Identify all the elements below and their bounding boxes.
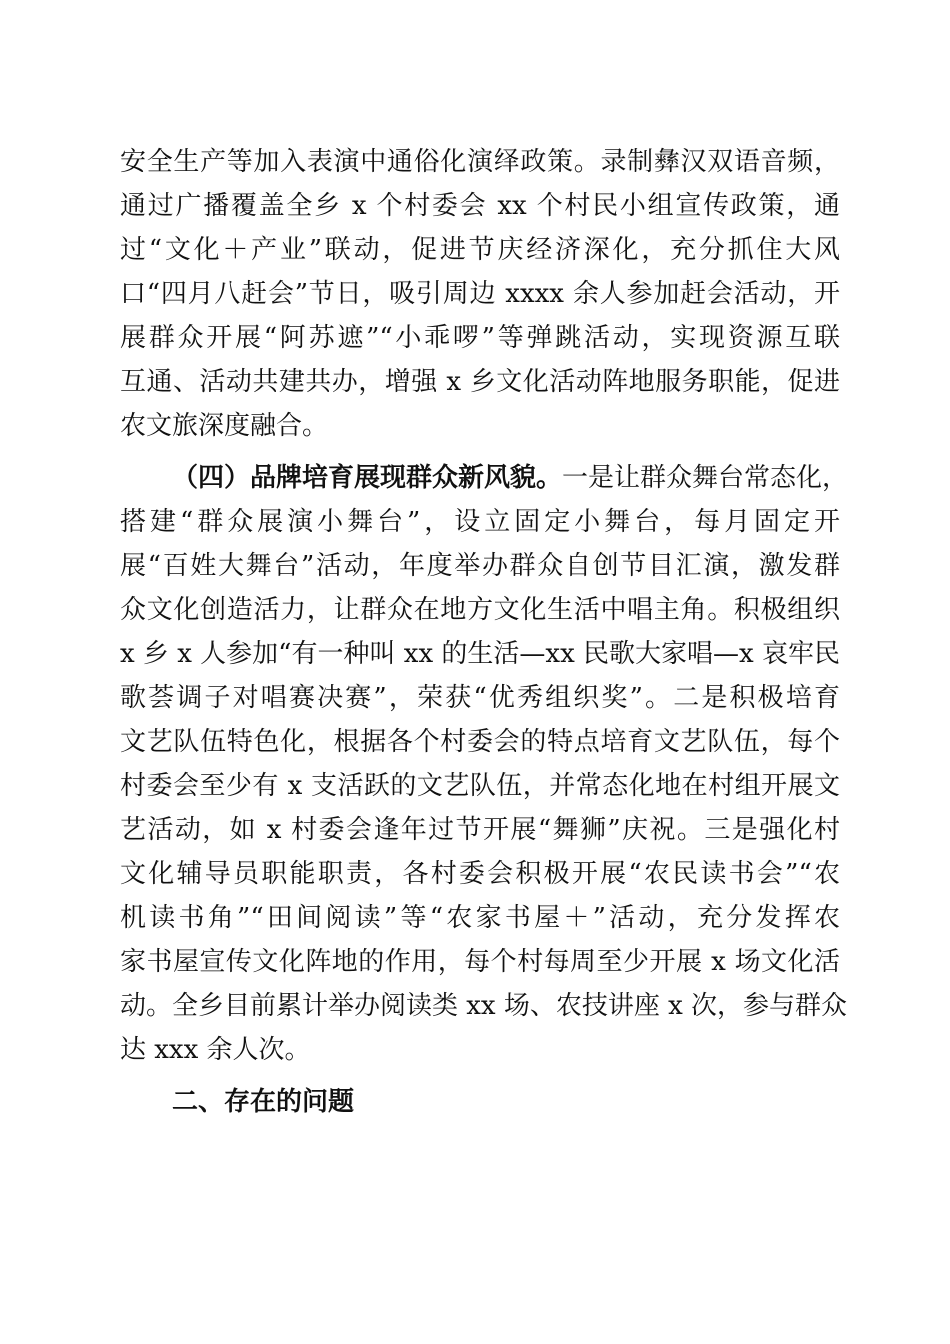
paragraph-line: 农文旅深度融合。 [120,411,329,441]
paragraph-line: 文艺队伍特色化，根据各个村委会的特点培育文艺队伍，每个 [120,727,840,757]
paragraph-line: 搭建“群众展演小舞台”，设立固定小舞台，每月固定开 [120,507,840,537]
paragraph-line: 文化辅导员职能职责，各村委会积极开展“农民读书会”“农 [120,859,840,889]
paragraph-line: 艺活动，如 x 村委会逢年过节开展“舞狮”庆祝。三是强化村 [120,815,840,845]
paragraph-title: （四）品牌培育展现群众新风貌。 [172,463,563,493]
paragraph-line: 达 xxx 余人次。 [120,1035,311,1065]
paragraph-line: 机读书角”“田间阅读”等“农家书屋＋”活动，充分发挥农 [120,903,840,933]
paragraph-line: 安全生产等加入表演中通俗化演绎政策。录制彝汉双语音频， [120,147,840,177]
paragraph-line: 村委会至少有 x 支活跃的文艺队伍，并常态化地在村组开展文 [120,771,840,801]
paragraph-line: 展“百姓大舞台”活动，年度举办群众自创节目汇演，激发群 [120,551,840,581]
paragraph-line: 众文化创造活力，让群众在地方文化生活中唱主角。积极组织 [120,595,840,625]
section-heading: 二、存在的问题 [172,1087,355,1117]
paragraph-line: x 乡 x 人参加“有一种叫 xx 的生活—xx 民歌大家唱—x 哀牢民 [120,639,840,669]
paragraph-line: 通过广播覆盖全乡 x 个村委会 xx 个村民小组宣传政策，通 [120,191,840,221]
paragraph-line: 互通、活动共建共办，增强 x 乡文化活动阵地服务职能，促进 [120,367,840,397]
paragraph-first-line-text: 一是让群众舞台常态化， [562,463,849,493]
paragraph-line: 歌荟调子对唱赛决赛”，荣获“优秀组织奖”。二是积极培育 [120,683,840,713]
paragraph-line: 动。全乡目前累计举办阅读类 xx 场、农技讲座 x 次，参与群众 [120,991,848,1021]
paragraph-line: 展群众开展“阿苏遮”“小乖啰”等弹跳活动，实现资源互联 [120,323,840,353]
paragraph-first-line [172,456,849,500]
paragraph-line: 家书屋宣传文化阵地的作用，每个村每周至少开展 x 场文化活 [120,947,840,977]
paragraph-line: 过“文化＋产业”联动，促进节庆经济深化，充分抓住大风 [120,235,840,265]
paragraph-line: 口“四月八赶会”节日，吸引周边 xxxx 余人参加赶会活动，开 [120,279,840,309]
